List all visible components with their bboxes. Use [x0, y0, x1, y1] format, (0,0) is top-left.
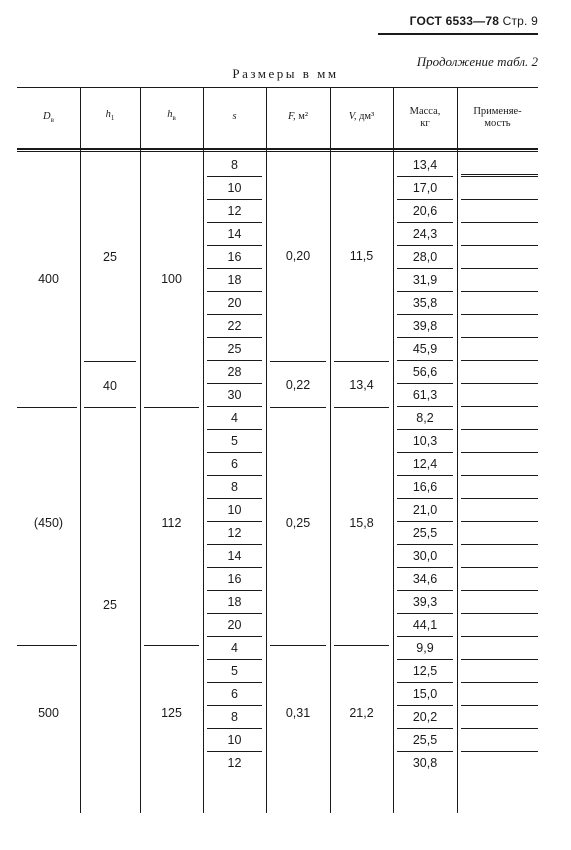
row-rule-usage	[461, 659, 538, 660]
cell-mass: 39,8	[412, 319, 438, 333]
row-rule-usage	[461, 521, 538, 522]
row-rule-s	[207, 521, 262, 522]
row-rule-s	[207, 268, 262, 269]
row-rule-usage	[461, 567, 538, 568]
row-rule-s	[207, 544, 262, 545]
row-rule-usage	[461, 176, 538, 177]
cell-s: 28	[227, 365, 242, 379]
row-rule-s	[207, 682, 262, 683]
row-rule-s	[207, 498, 262, 499]
cell-s: 8	[231, 480, 238, 494]
cell-mass: 30,0	[412, 549, 438, 563]
cell-mass: 56,6	[412, 365, 438, 379]
cell-mass: 39,3	[412, 595, 438, 609]
group-rule-450-h1	[84, 407, 136, 408]
row-rule-usage	[461, 429, 538, 430]
group-rule-450-db	[17, 407, 77, 408]
v-500: 21,2	[349, 706, 374, 720]
group-rule-500-f	[270, 645, 326, 646]
row-rule-s	[207, 590, 262, 591]
cell-mass: 12,5	[412, 664, 438, 678]
col-divider-6	[393, 88, 394, 813]
row-rule-usage	[461, 751, 538, 752]
row-rule-s	[207, 199, 262, 200]
cell-s: 18	[227, 595, 242, 609]
row-rule-s	[207, 337, 262, 338]
header-h1: $h_1$	[105, 109, 115, 123]
cell-s: 30	[227, 388, 242, 402]
f-400-a: 0,20	[285, 249, 311, 263]
cell-mass: 31,9	[412, 273, 438, 287]
v-400-a: 11,5	[349, 249, 374, 263]
f-400-b: 0,22	[285, 378, 311, 392]
page-header	[410, 14, 538, 28]
v-400-b: 13,4	[349, 378, 374, 392]
page-number: Стр. 9	[502, 14, 538, 28]
cell-s: 12	[227, 526, 242, 540]
row-rule-usage	[461, 383, 538, 384]
cell-mass: 45,9	[412, 342, 438, 356]
v-450: 15,8	[349, 516, 374, 530]
cell-mass: 8,2	[416, 411, 434, 425]
cell-mass: 21,0	[412, 503, 438, 517]
cell-s: 18	[227, 273, 242, 287]
row-rule-mass	[397, 590, 453, 591]
group-rule-500-db	[17, 645, 77, 646]
cell-s: 16	[227, 572, 242, 586]
cell-mass: 34,6	[412, 572, 438, 586]
group-rule-400-v	[334, 361, 389, 362]
group-rule-450-f	[270, 407, 326, 408]
row-rule-s	[207, 291, 262, 292]
row-rule-usage	[461, 544, 538, 545]
cell-mass: 20,6	[412, 204, 438, 218]
cell-mass: 17,0	[412, 181, 438, 195]
cell-s: 25	[227, 342, 242, 356]
row-rule-usage	[461, 174, 538, 175]
row-rule-s	[207, 360, 262, 361]
row-rule-usage	[461, 406, 538, 407]
row-rule-usage	[461, 360, 538, 361]
row-rule-mass	[397, 636, 453, 637]
cell-mass: 44,1	[412, 618, 438, 632]
hb-400: 100	[161, 272, 182, 286]
cell-mass: 25,5	[412, 733, 438, 747]
row-rule-s	[207, 452, 262, 453]
row-rule-mass	[397, 728, 453, 729]
row-rule-s	[207, 314, 262, 315]
row-rule-s	[207, 176, 262, 177]
cell-mass: 20,2	[412, 710, 438, 724]
row-rule-mass	[397, 475, 453, 476]
cell-mass: 25,5	[412, 526, 438, 540]
group-rule-400-h1	[84, 361, 136, 362]
row-rule-s	[207, 429, 262, 430]
group-rule-450-v	[334, 407, 389, 408]
group-rule-500-v	[334, 645, 389, 646]
row-rule-usage	[461, 705, 538, 706]
row-rule-s	[207, 383, 262, 384]
cell-mass: 10,3	[412, 434, 438, 448]
col-divider-1	[80, 88, 81, 813]
table-top-rule	[17, 87, 538, 88]
row-rule-usage	[461, 314, 538, 315]
row-rule-usage	[461, 475, 538, 476]
cell-mass: 16,6	[412, 480, 438, 494]
group-rule-400-f	[270, 361, 326, 362]
header-s: s	[232, 111, 237, 122]
cell-mass: 15,0	[412, 687, 438, 701]
row-rule-mass	[397, 429, 453, 430]
header-rule	[378, 33, 538, 35]
row-rule-usage	[461, 291, 538, 292]
cell-s: 4	[231, 641, 238, 655]
row-rule-mass	[397, 337, 453, 338]
cell-s: 5	[231, 434, 238, 448]
row-rule-usage	[461, 498, 538, 499]
db-400: 400	[38, 272, 59, 286]
db-450: (450)	[33, 516, 64, 530]
f-500: 0,31	[285, 706, 311, 720]
cell-mass: 24,3	[412, 227, 438, 241]
row-rule-usage	[461, 268, 538, 269]
row-rule-mass	[397, 498, 453, 499]
cell-s: 14	[227, 549, 242, 563]
header-mass: Масса, кг	[409, 106, 441, 129]
cell-s: 6	[231, 687, 238, 701]
row-rule-s	[207, 406, 262, 407]
f-450: 0,25	[285, 516, 311, 530]
cell-s: 10	[227, 733, 242, 747]
cell-s: 4	[231, 411, 238, 425]
row-rule-mass	[397, 613, 453, 614]
row-rule-usage	[461, 682, 538, 683]
col-divider-3	[203, 88, 204, 813]
row-rule-mass	[397, 406, 453, 407]
header-hb: $h_в$	[167, 109, 176, 123]
row-rule-s	[207, 222, 262, 223]
row-rule-mass	[397, 268, 453, 269]
row-rule-mass	[397, 682, 453, 683]
row-rule-mass	[397, 176, 453, 177]
cell-s: 8	[231, 158, 238, 172]
row-rule-s	[207, 659, 262, 660]
row-rule-s	[207, 728, 262, 729]
row-rule-mass	[397, 751, 453, 752]
cell-s: 14	[227, 227, 242, 241]
row-rule-mass	[397, 383, 453, 384]
cell-mass: 30,8	[412, 756, 438, 770]
row-rule-s	[207, 567, 262, 568]
row-rule-mass	[397, 314, 453, 315]
row-rule-s	[207, 705, 262, 706]
row-rule-mass	[397, 544, 453, 545]
row-rule-usage	[461, 613, 538, 614]
hb-500: 125	[161, 706, 182, 720]
header-bottom-rule	[17, 148, 538, 150]
db-500: 500	[38, 706, 59, 720]
h1-400-a: 25	[103, 250, 117, 264]
cell-s: 12	[227, 204, 242, 218]
row-rule-mass	[397, 199, 453, 200]
col-divider-7	[457, 88, 458, 813]
row-rule-mass	[397, 222, 453, 223]
row-rule-mass	[397, 245, 453, 246]
cell-mass: 12,4	[412, 457, 438, 471]
cell-s: 22	[227, 319, 242, 333]
row-rule-mass	[397, 659, 453, 660]
header-bottom-rule-2	[17, 151, 538, 152]
cell-s: 20	[227, 618, 242, 632]
row-rule-mass	[397, 360, 453, 361]
standard-number: ГОСТ 6533—78	[409, 14, 500, 28]
row-rule-usage	[461, 452, 538, 453]
row-rule-mass	[397, 291, 453, 292]
row-rule-usage	[461, 222, 538, 223]
cell-s: 8	[231, 710, 238, 724]
hb-450: 112	[161, 516, 182, 530]
cell-s: 6	[231, 457, 238, 471]
row-rule-mass	[397, 705, 453, 706]
cell-mass: 9,9	[416, 641, 434, 655]
group-rule-450-hb	[144, 407, 199, 408]
cell-s: 10	[227, 181, 242, 195]
row-rule-s	[207, 475, 262, 476]
units-caption: Размеры в мм	[232, 66, 339, 81]
row-rule-s	[207, 751, 262, 752]
cell-mass: 61,3	[412, 388, 438, 402]
header-db: $D_в$	[43, 111, 54, 125]
row-rule-usage	[461, 199, 538, 200]
row-rule-mass	[397, 521, 453, 522]
table-continuation-label: Продолжение табл. 2	[416, 54, 538, 69]
cell-s: 5	[231, 664, 238, 678]
cell-s: 10	[227, 503, 242, 517]
row-rule-s	[207, 245, 262, 246]
cell-mass: 28,0	[412, 250, 438, 264]
group-rule-500-hb	[144, 645, 199, 646]
row-rule-usage	[461, 245, 538, 246]
row-rule-s	[207, 613, 262, 614]
row-rule-usage	[461, 728, 538, 729]
h1-450-500: 25	[103, 598, 117, 612]
header-f: F, м²	[287, 111, 309, 122]
row-rule-mass	[397, 567, 453, 568]
cell-mass: 35,8	[412, 296, 438, 310]
row-rule-s	[207, 636, 262, 637]
header-v: V, дм³	[348, 111, 375, 122]
cell-s: 16	[227, 250, 242, 264]
row-rule-usage	[461, 337, 538, 338]
row-rule-usage	[461, 590, 538, 591]
cell-s: 12	[227, 756, 242, 770]
header-usage: Применяе- мость	[473, 106, 522, 129]
cell-mass: 13,4	[412, 158, 438, 172]
row-rule-usage	[461, 636, 538, 637]
cell-s: 20	[227, 296, 242, 310]
row-rule-mass	[397, 452, 453, 453]
h1-400-b: 40	[103, 379, 117, 393]
